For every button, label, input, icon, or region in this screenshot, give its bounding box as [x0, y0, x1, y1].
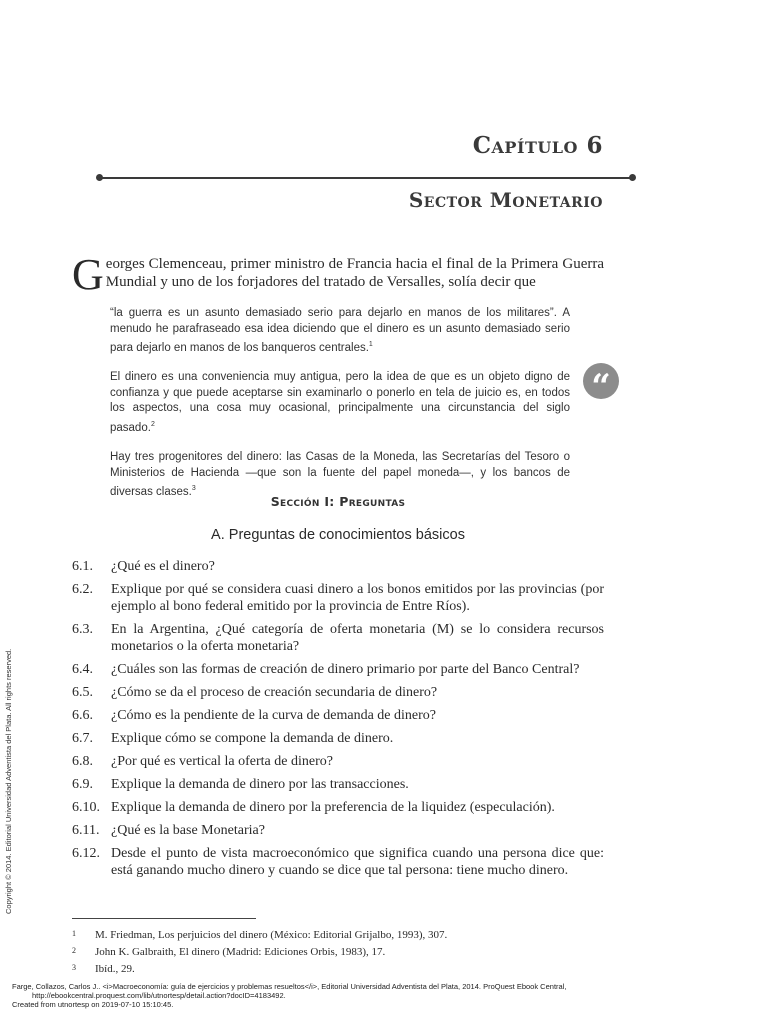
- list-item: 6.5. ¿Cómo se da el proceso de creación secundaria de dinero?: [72, 685, 438, 700]
- chapter-rule: [100, 177, 632, 179]
- footnote: 3 Ibíd., 29.: [72, 963, 135, 975]
- footnotes: [72, 927, 604, 978]
- section-subheading: A. Preguntas de conocimientos básicos: [211, 527, 465, 543]
- quote-paragraph: El dinero es una conveniencia muy antigua, pero la idea de que es un objeto digno de confianza y que puede aceptarse sin examinarlo o ponerlo en tela de juicio es, en todos los aspectos, una cosa muy ocasional, principalmente una circunstancia del siglo pasado.$^2$: [110, 371, 570, 434]
- list-item: 6.10. Explique la demanda de dinero por la preferencia de la liquidez (especulación).: [72, 800, 555, 815]
- quote-paragraph: “la guerra es un asunto demasiado serio para dejarlo en manos de los militares”. A menudo he parafraseado esa idea diciendo que el dinero es un asunto demasiado serio para dejarlo en manos de los banqueros centrales.$^1$: [110, 307, 570, 354]
- list-item: 6.12. Desde el punto de vista macroeconómico que significa cuando una persona dice que: está ganando mucho dinero y cuando se dice que tal persona: tiene mucho dinero.: [72, 846, 604, 878]
- quote-marks-icon: “: [583, 363, 619, 399]
- list-item: 6.7. Explique cómo se compone la demanda de dinero.: [72, 731, 394, 746]
- list-item: 6.1. ¿Qué es el dinero?: [72, 559, 215, 574]
- footnote-ref: 2: [150, 420, 155, 428]
- section-heading: Sección I: Preguntas: [270, 494, 406, 509]
- chapter-title: Sector Monetario: [408, 188, 603, 212]
- list-item: 6.6. ¿Cómo es la pendiente de la curva de demanda de dinero?: [72, 708, 436, 723]
- question-list: [72, 558, 604, 885]
- intro-paragraph: [72, 250, 604, 299]
- footnote-ref: 3: [191, 485, 196, 493]
- footnote: 1 M. Friedman, Los perjuicios del dinero (México: Editorial Grijalbo, 1993), 307.: [72, 929, 448, 941]
- list-item: 6.8. ¿Por qué es vertical la oferta de dinero?: [72, 754, 333, 769]
- citation-url[interactable]: http://ebookcentral.proquest.com/lib/utnortesp/detail.action?docID=4183492.: [32, 991, 286, 1000]
- citation-line: Created from utnortesp on 2019-07-10 15:10:45.: [12, 1000, 174, 1009]
- chapter-label: Capítulo 6: [472, 132, 603, 159]
- footnote-ref: 1: [368, 341, 373, 348]
- citation-line: Farge, Collazos, Carlos J.. <i>Macroeconomía: guía de ejercicios y problemas resueltos</i>, Editorial Universidad Adventista del Plata, 2014. ProQuest Ebook Central,: [12, 982, 567, 991]
- list-item: 6.3. En la Argentina, ¿Qué categoría de oferta monetaria (M) se lo considera recursos monetarios o la oferta monetaria?: [72, 622, 604, 654]
- epigraph-quotes: [110, 306, 570, 514]
- list-item: 6.2. Explique por qué se considera cuasi dinero a los bonos emitidos por las provincias (por ejemplo al bono federal emitido por la provincia de Entre Ríos).: [72, 582, 604, 614]
- list-item: 6.11. ¿Qué es la base Monetaria?: [72, 823, 265, 838]
- list-item: 6.4. ¿Cuáles son las formas de creación de dinero primario por parte del Banco Central?: [72, 662, 580, 677]
- list-item: 6.9. Explique la demanda de dinero por las transacciones.: [72, 777, 409, 792]
- drop-cap: G: [72, 250, 104, 299]
- footnote: 2 John K. Galbraith, El dinero (Madrid: Ediciones Orbis, 1983), 17.: [72, 946, 386, 958]
- citation-footer: [12, 982, 602, 1009]
- intro-text: eorges Clemenceau, primer ministro de Francia hacia el final de la Primera Guerra Mundial y uno de los forjadores del tratado de Versalles, solía decir que: [105, 256, 604, 290]
- quote-paragraph: Hay tres progenitores del dinero: las Casas de la Moneda, las Secretarías del Tesoro o Ministerios de Hacienda —que son la fuente del papel moneda—, y los bancos de diversas clases.$^3$: [110, 451, 570, 498]
- rule-dot-right: [629, 174, 636, 181]
- footnote-divider: [72, 918, 256, 919]
- copyright-notice: Copyright © 2014. Editorial Universidad Adventista del Plata. All rights reserved.: [4, 648, 13, 914]
